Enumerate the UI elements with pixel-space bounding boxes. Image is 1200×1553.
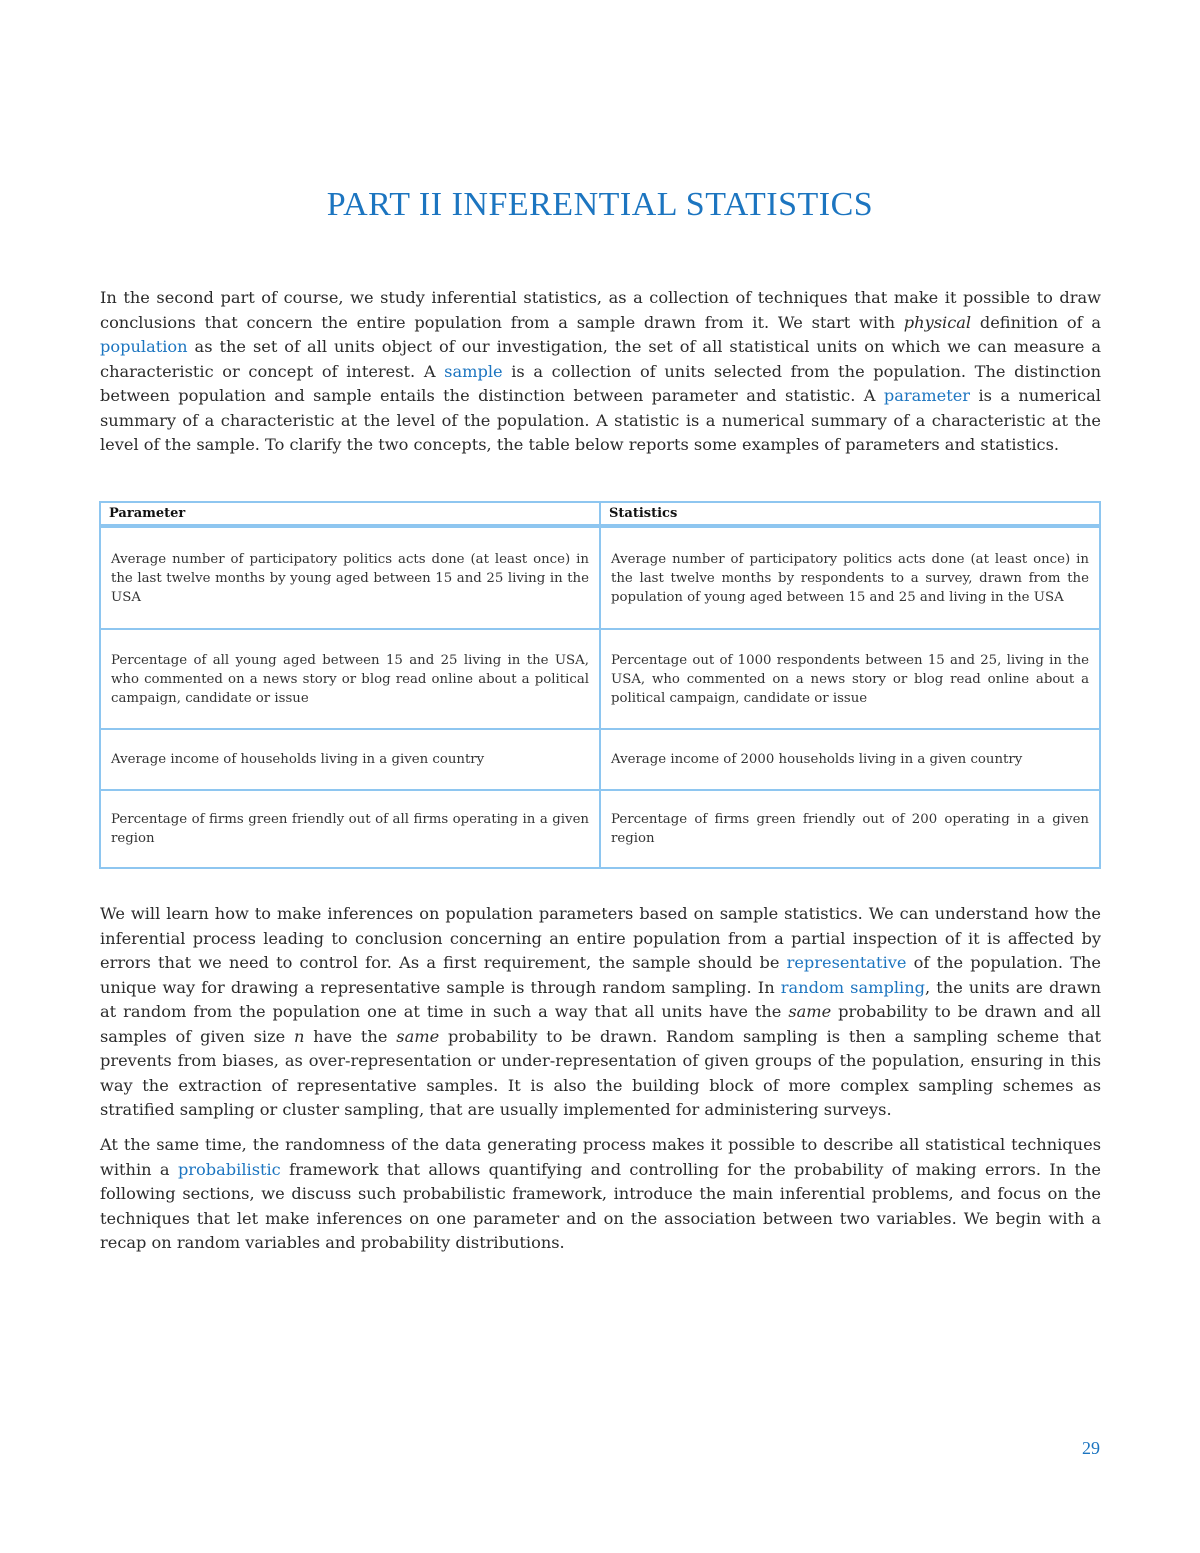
text-run: have the (304, 1026, 397, 1046)
text-run: We will learn how to make inferences on population parameters based on sample statistics. We can understand how the inferential process leading to conclusion concerning an entire population from a partial inspection of it is affected by errors that we need to control for. As a first requirement, the sample should be (100, 904, 1101, 972)
page-number: 29 (1082, 1438, 1100, 1458)
text-run: as the set of all units object of our investigation, the set of all statistical units on which we can measure a characteristic or concept of interest. A (100, 337, 1101, 381)
statistic-cell: Average number of participatory politics acts done (at least once) in the last twelve months by respondents to a survey, drawn from the population of young aged between 15 and 25 and living in the USA (600, 526, 1100, 629)
emphasis-physical: physical (903, 312, 972, 332)
term-probabilistic: probabilistic (177, 1159, 281, 1179)
inference-paragraph (100, 902, 1101, 1123)
emphasis-same: same (788, 1002, 832, 1021)
table-header-row (100, 502, 1100, 526)
parameter-cell: Average number of participatory politics acts done (at least once) in the last twelve months by young aged between 15 and 25 living in the USA (100, 526, 600, 629)
header-parameter: Parameter (100, 502, 600, 526)
text-run: , the units are drawn at random from the population one at time in such a way that all units have the (100, 977, 1101, 1021)
emphasis-n: n (294, 1026, 305, 1046)
text-run: At the same time, the randomness of the data generating process makes it possible to describe all statistical techniques within a (100, 1135, 1101, 1179)
parameter-cell: Percentage of firms green friendly out of all firms operating in a given region (100, 790, 600, 868)
parameter-statistics-table (99, 501, 1101, 869)
text-run: In the second part of course, we study inferential statistics, as a collection of techniques that make it possible to draw conclusions that concern the entire population from a sample drawn from it. We start with (100, 288, 1101, 332)
text-run: of the population. The unique way for drawing a representative sample is through random sampling. In (100, 953, 1102, 997)
intro-paragraph (100, 286, 1101, 458)
text-run: probability to be drawn and all samples of given size (100, 1002, 1101, 1046)
table-row (100, 629, 1100, 729)
term-parameter: parameter (883, 386, 971, 405)
page-title: PART II INFERENTIAL STATISTICS (326, 186, 874, 223)
statistic-cell: Percentage of firms green friendly out of 200 operating in a given region (600, 790, 1100, 868)
parameter-cell: Percentage of all young aged between 15 and 25 living in the USA, who commented on a news story or blog read online about a political campaign, candidate or issue (100, 629, 600, 729)
text-run: probability to be drawn. Random sampling is then a sampling scheme that prevents from biases, as over-representation or under-representation of given groups of the population, ensuring in this way the extraction of representative samples. It is also the building block of more complex sampling schemes as stratified sampling or cluster sampling, that are usually implemented for administering surveys. (100, 1026, 1101, 1119)
text-run: framework that allows quantifying and controlling for the probability of making errors. In the following sections, we discuss such probabilistic framework, introduce the main inferential problems, and focus on the techniques that let make inferences on one parameter and on the association between two variables. We begin with a recap on random variables and probability distributions. (100, 1159, 1101, 1252)
table-row (100, 790, 1100, 868)
table-row (100, 526, 1100, 629)
term-random-sampling: random sampling (780, 977, 925, 997)
table-row (100, 729, 1100, 790)
text-run: is a collection of units selected from the population. The distinction between population and sample entails the distinction between parameter and statistic. A (100, 361, 1101, 405)
term-sample: sample (444, 361, 503, 381)
text-run: is a numerical summary of a characteristic at the level of the population. A statistic is a numerical summary of a characteristic at the level of the sample. To clarify the two concepts, the table below reports some examples of parameters and statistics. (100, 386, 1101, 454)
term-population: population (100, 337, 188, 356)
header-statistics: Statistics (600, 502, 1100, 526)
text-run: definition of a (971, 312, 1101, 332)
statistic-cell: Percentage out of 1000 respondents between 15 and 25, living in the USA, who commented on a news story or blog read online about a political campaign, candidate or issue (600, 629, 1100, 729)
parameter-cell: Average income of households living in a given country (100, 729, 600, 790)
emphasis-same: same (396, 1026, 440, 1046)
statistic-cell: Average income of 2000 households living in a given country (600, 729, 1100, 790)
term-representative: representative (786, 953, 907, 972)
probability-paragraph (100, 1133, 1101, 1256)
